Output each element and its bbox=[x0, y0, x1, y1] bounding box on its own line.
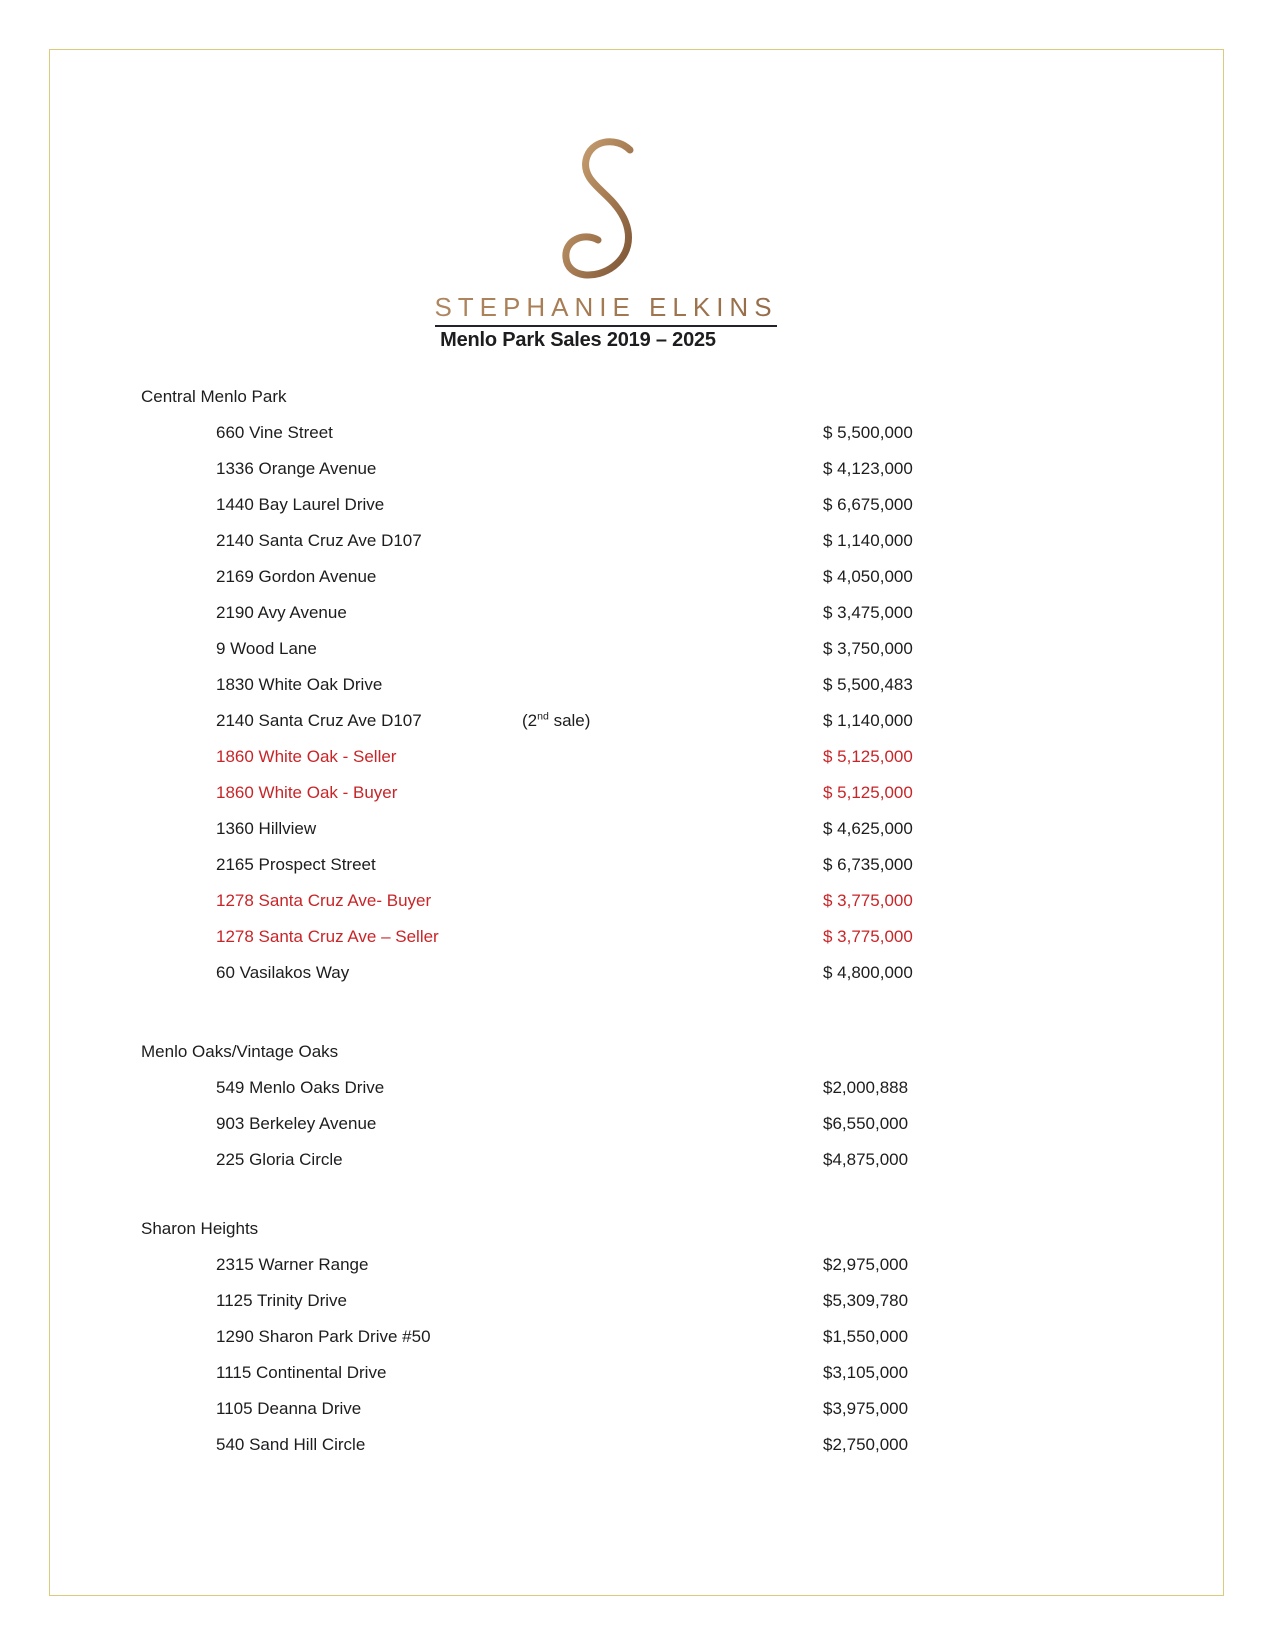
row-address: 1125 Trinity Drive bbox=[216, 1291, 348, 1310]
sales-section bbox=[0, 379, 1275, 991]
row-price: $ 3,775,000 bbox=[823, 891, 913, 910]
table-row bbox=[0, 559, 1275, 595]
row-price: $ 4,625,000 bbox=[823, 819, 913, 838]
row-price: $2,975,000 bbox=[823, 1255, 909, 1274]
row-price: $ 4,800,000 bbox=[823, 963, 913, 982]
table-row bbox=[0, 631, 1275, 667]
row-address: 1336 Orange Avenue bbox=[216, 459, 377, 478]
section-rows bbox=[0, 415, 1275, 991]
row-price: $ 3,475,000 bbox=[823, 603, 913, 622]
row-price: $ 4,123,000 bbox=[823, 459, 913, 478]
table-row bbox=[0, 487, 1275, 523]
row-address: 549 Menlo Oaks Drive bbox=[216, 1078, 385, 1097]
table-row bbox=[0, 1319, 1275, 1355]
section-rows bbox=[0, 1247, 1275, 1463]
row-price: $ 4,050,000 bbox=[823, 567, 913, 586]
table-row bbox=[0, 1106, 1275, 1142]
table-row bbox=[0, 1247, 1275, 1283]
row-price: $ 3,775,000 bbox=[823, 927, 913, 946]
row-address: 2169 Gordon Avenue bbox=[216, 567, 377, 586]
table-row bbox=[0, 415, 1275, 451]
row-address: 1105 Deanna Drive bbox=[216, 1399, 362, 1418]
row-note: (2nd sale) bbox=[522, 710, 591, 730]
table-row bbox=[0, 847, 1275, 883]
section-rows bbox=[0, 1070, 1275, 1178]
sales-list bbox=[0, 379, 1275, 1463]
section-header: Menlo Oaks/Vintage Oaks bbox=[141, 1042, 339, 1061]
table-row bbox=[0, 523, 1275, 559]
row-price: $2,000,888 bbox=[823, 1078, 909, 1097]
row-price: $6,550,000 bbox=[823, 1114, 909, 1133]
row-address: 1360 Hillview bbox=[216, 819, 317, 838]
table-row bbox=[0, 1142, 1275, 1178]
row-price: $ 5,500,483 bbox=[823, 675, 913, 694]
row-price: $5,309,780 bbox=[823, 1291, 909, 1310]
row-address: 2190 Avy Avenue bbox=[216, 603, 347, 622]
row-price: $1,550,000 bbox=[823, 1327, 909, 1346]
row-address: 1860 White Oak - Buyer bbox=[216, 783, 398, 802]
row-address: 1440 Bay Laurel Drive bbox=[216, 495, 385, 514]
table-row bbox=[0, 1355, 1275, 1391]
table-row bbox=[0, 1283, 1275, 1319]
table-row bbox=[0, 451, 1275, 487]
row-price: $3,105,000 bbox=[823, 1363, 909, 1382]
table-row bbox=[0, 667, 1275, 703]
row-address: 540 Sand Hill Circle bbox=[216, 1435, 366, 1454]
page-title: Menlo Park Sales 2019 – 2025 bbox=[440, 329, 716, 351]
table-row bbox=[0, 1391, 1275, 1427]
table-row bbox=[0, 883, 1275, 919]
row-address: 2165 Prospect Street bbox=[216, 855, 376, 874]
table-row bbox=[0, 955, 1275, 991]
row-address: 2140 Santa Cruz Ave D107 bbox=[216, 711, 422, 730]
row-address: 903 Berkeley Avenue bbox=[216, 1114, 377, 1133]
row-address: 1860 White Oak - Seller bbox=[216, 747, 397, 766]
section-header: Sharon Heights bbox=[141, 1219, 259, 1238]
row-price: $ 1,140,000 bbox=[823, 711, 913, 730]
section-header: Central Menlo Park bbox=[141, 387, 287, 406]
row-price: $ 6,735,000 bbox=[823, 855, 913, 874]
table-row bbox=[0, 1427, 1275, 1463]
logo-wordmark: STEPHANIE ELKINS bbox=[0, 292, 1212, 323]
row-address: 1115 Continental Drive bbox=[216, 1363, 387, 1382]
sales-section bbox=[0, 1211, 1275, 1463]
row-address: 1830 White Oak Drive bbox=[216, 675, 383, 694]
table-row bbox=[0, 775, 1275, 811]
table-row bbox=[0, 1070, 1275, 1106]
row-address: 660 Vine Street bbox=[216, 423, 333, 442]
row-address: 225 Gloria Circle bbox=[216, 1150, 343, 1169]
row-price: $3,975,000 bbox=[823, 1399, 909, 1418]
row-price: $ 1,140,000 bbox=[823, 531, 913, 550]
table-row bbox=[0, 595, 1275, 631]
row-price: $ 5,500,000 bbox=[823, 423, 913, 442]
row-address: 1278 Santa Cruz Ave – Seller bbox=[216, 927, 439, 946]
row-price: $2,750,000 bbox=[823, 1435, 909, 1454]
row-price: $ 3,750,000 bbox=[823, 639, 913, 658]
logo-underline bbox=[435, 325, 777, 327]
row-address: 2315 Warner Range bbox=[216, 1255, 369, 1274]
row-address: 2140 Santa Cruz Ave D107 bbox=[216, 531, 422, 550]
row-address: 60 Vasilakos Way bbox=[216, 963, 350, 982]
table-row bbox=[0, 811, 1275, 847]
row-address: 1290 Sharon Park Drive #50 bbox=[216, 1327, 431, 1346]
row-address: 1278 Santa Cruz Ave- Buyer bbox=[216, 891, 432, 910]
table-row bbox=[0, 739, 1275, 775]
sales-section bbox=[0, 1034, 1275, 1178]
row-price: $ 6,675,000 bbox=[823, 495, 913, 514]
logo-monogram-icon bbox=[542, 136, 670, 288]
row-price: $ 5,125,000 bbox=[823, 747, 913, 766]
row-address: 9 Wood Lane bbox=[216, 639, 317, 658]
table-row bbox=[0, 919, 1275, 955]
logo bbox=[0, 136, 1212, 327]
row-price: $ 5,125,000 bbox=[823, 783, 913, 802]
row-price: $4,875,000 bbox=[823, 1150, 909, 1169]
table-row bbox=[0, 703, 1275, 739]
